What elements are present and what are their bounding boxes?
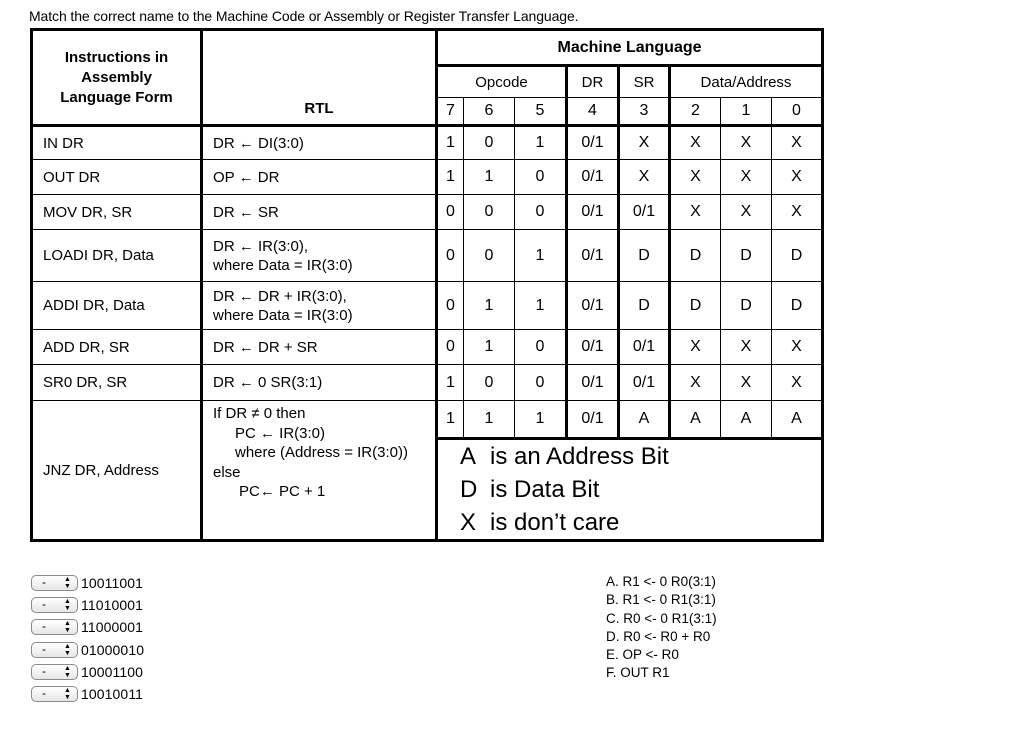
- bit-cell: 1: [464, 330, 515, 365]
- bit-cell: D: [772, 282, 823, 330]
- bit-cell: X: [670, 126, 721, 160]
- bit-number-7: 7: [437, 98, 464, 126]
- bit-cell: X: [619, 126, 670, 160]
- select-arrows-icon: ▲ ▼: [64, 642, 71, 657]
- bit-cell: 0/1: [567, 365, 619, 401]
- bit-cell: 0/1: [567, 330, 619, 365]
- match-list: [31, 572, 144, 705]
- bit-cell: 1: [437, 126, 464, 160]
- bit-cell: D: [619, 230, 670, 282]
- bit-cell: 0/1: [567, 282, 619, 330]
- machine-code: 11010001: [81, 597, 144, 614]
- bit-cell: X: [772, 330, 823, 365]
- bit-cell: 0/1: [567, 126, 619, 160]
- bit-cell: 0/1: [567, 401, 619, 439]
- table-row: [32, 230, 823, 282]
- table-row: [32, 282, 823, 330]
- bit-cell: X: [670, 160, 721, 195]
- answer-option: E. OP <- R0: [606, 647, 679, 663]
- assembly-cell: SR0 DR, SR: [32, 365, 202, 401]
- select-arrows-icon: ▲ ▼: [64, 598, 71, 613]
- match-row: [31, 683, 144, 705]
- answer-select[interactable]: [31, 664, 78, 680]
- rtl-cell: DR ← IR(3:0), where Data = IR(3:0): [202, 230, 437, 282]
- selected-value: -: [42, 663, 46, 678]
- bit-cell: D: [670, 282, 721, 330]
- assembly-cell: LOADI DR, Data: [32, 230, 202, 282]
- match-row: [31, 616, 144, 638]
- bit-cell: 0: [515, 160, 567, 195]
- bit-cell: 0/1: [619, 330, 670, 365]
- bit-cell: X: [772, 160, 823, 195]
- answer-select[interactable]: [31, 642, 78, 658]
- assembly-cell: ADD DR, SR: [32, 330, 202, 365]
- bit-number-0: 0: [772, 98, 823, 126]
- bit-cell: 0/1: [619, 195, 670, 230]
- select-arrows-icon: ▲ ▼: [64, 620, 71, 635]
- bit-cell: 1: [464, 401, 515, 439]
- answer-option: A. R1 <- 0 R0(3:1): [606, 574, 716, 589]
- legend-item: X is don’t care: [460, 509, 620, 536]
- bit-number-1: 1: [721, 98, 772, 126]
- machine-code: 10011001: [81, 575, 144, 592]
- machine-code: 01000010: [81, 641, 145, 658]
- header-sr: SR: [619, 66, 670, 98]
- bit-number-3: 3: [619, 98, 670, 126]
- selected-value: -: [42, 619, 46, 634]
- question-prompt: Match the correct name to the Machine Code or Assembly or Register Transfer Language.: [29, 8, 579, 24]
- bit-cell: 0: [437, 195, 464, 230]
- table-row: [32, 401, 823, 439]
- answer-option: F. OUT R1: [606, 665, 670, 681]
- selected-value: -: [42, 686, 46, 701]
- bit-cell: D: [670, 230, 721, 282]
- bit-cell: X: [772, 195, 823, 230]
- bit-cell: 0: [464, 365, 515, 401]
- bit-cell: 1: [515, 230, 567, 282]
- header-assembly-form: Instructions in Assembly Language Form: [32, 30, 202, 126]
- rtl-cell: OP ← DR: [202, 160, 437, 195]
- bit-cell: D: [721, 282, 772, 330]
- header-data-address: Data/Address: [670, 66, 823, 98]
- bit-cell: 1: [437, 401, 464, 439]
- legend: [437, 439, 823, 541]
- legend-item: D is Data Bit: [460, 476, 600, 503]
- answer-option: D. R0 <- R0 + R0: [606, 628, 711, 644]
- bit-cell: 1: [437, 365, 464, 401]
- bit-number-5: 5: [515, 98, 567, 126]
- bit-cell: X: [721, 160, 772, 195]
- bit-cell: 0: [437, 330, 464, 365]
- match-row: [31, 594, 144, 616]
- assembly-cell: OUT DR: [32, 160, 202, 195]
- machine-code: 10001100: [81, 663, 144, 680]
- bit-number-2: 2: [670, 98, 721, 126]
- bit-cell: 1: [464, 282, 515, 330]
- bit-cell: 0: [515, 195, 567, 230]
- answer-options: [606, 573, 717, 683]
- table-row: [32, 126, 823, 160]
- table-row: [32, 160, 823, 195]
- answer-select[interactable]: [31, 686, 78, 702]
- assembly-cell: ADDI DR, Data: [32, 282, 202, 330]
- selected-value: -: [42, 575, 46, 590]
- bit-cell: X: [619, 160, 670, 195]
- bit-cell: 0: [515, 330, 567, 365]
- bit-cell: 0: [515, 365, 567, 401]
- assembly-cell: MOV DR, SR: [32, 195, 202, 230]
- answer-option: B. R1 <- 0 R1(3:1): [606, 592, 716, 608]
- assembly-cell: IN DR: [32, 126, 202, 160]
- bit-cell: D: [772, 230, 823, 282]
- bit-cell: A: [670, 401, 721, 439]
- bit-cell: 1: [515, 282, 567, 330]
- answer-select[interactable]: [31, 597, 78, 613]
- bit-cell: X: [721, 365, 772, 401]
- bit-cell: 0/1: [567, 230, 619, 282]
- select-arrows-icon: ▲ ▼: [64, 576, 71, 591]
- bit-number-4: 4: [567, 98, 619, 126]
- bit-cell: X: [721, 330, 772, 365]
- bit-cell: 1: [515, 126, 567, 160]
- table-row: [32, 330, 823, 365]
- bit-cell: 0: [464, 230, 515, 282]
- bit-cell: A: [721, 401, 772, 439]
- bit-cell: D: [619, 282, 670, 330]
- rtl-cell: DR ← SR: [202, 195, 437, 230]
- assembly-cell: JNZ DR, Address: [32, 401, 202, 541]
- legend-item: A is an Address Bit: [460, 443, 669, 470]
- rtl-cell: DR ← 0 SR(3:1): [202, 365, 437, 401]
- bit-cell: X: [670, 330, 721, 365]
- bit-number-6: 6: [464, 98, 515, 126]
- table-row: [32, 195, 823, 230]
- bit-cell: 0/1: [567, 195, 619, 230]
- select-arrows-icon: ▲ ▼: [64, 664, 71, 679]
- bit-cell: X: [772, 126, 823, 160]
- match-row: [31, 639, 144, 661]
- bit-cell: X: [772, 365, 823, 401]
- bit-cell: 0/1: [619, 365, 670, 401]
- header-dr: DR: [567, 66, 619, 98]
- table-row: [32, 365, 823, 401]
- bit-cell: 0/1: [567, 160, 619, 195]
- bit-cell: 1: [515, 401, 567, 439]
- select-arrows-icon: ▲ ▼: [64, 687, 71, 702]
- bit-cell: 0: [464, 195, 515, 230]
- header-machine-language: Machine Language: [437, 30, 823, 66]
- answer-select[interactable]: [31, 575, 78, 591]
- bit-cell: X: [721, 195, 772, 230]
- bit-cell: 0: [464, 126, 515, 160]
- selected-value: -: [42, 597, 46, 612]
- bit-cell: 1: [464, 160, 515, 195]
- bit-cell: 1: [437, 160, 464, 195]
- match-row: [31, 572, 144, 594]
- answer-option: C. R0 <- 0 R1(3:1): [606, 610, 717, 626]
- rtl-cell: DR ← DI(3:0): [202, 126, 437, 160]
- selected-value: -: [42, 641, 46, 656]
- bit-cell: X: [721, 126, 772, 160]
- rtl-cell: If DR ≠ 0 then PC ← IR(3:0) where (Address = IR(3:0)) else PC← PC + 1: [202, 401, 437, 541]
- bit-cell: X: [670, 365, 721, 401]
- header-rtl: RTL: [202, 30, 437, 126]
- bit-cell: X: [670, 195, 721, 230]
- bit-cell: 0: [437, 230, 464, 282]
- bit-cell: A: [772, 401, 823, 439]
- header-opcode: Opcode: [437, 66, 567, 98]
- match-row: [31, 661, 144, 683]
- bit-cell: A: [619, 401, 670, 439]
- machine-code: 11000001: [81, 619, 144, 636]
- bit-cell: D: [721, 230, 772, 282]
- bit-cell: 0: [437, 282, 464, 330]
- answer-select[interactable]: [31, 619, 78, 635]
- rtl-cell: DR ← DR + IR(3:0), where Data = IR(3:0): [202, 282, 437, 330]
- machine-code: 10010011: [81, 686, 144, 703]
- instruction-set-table: [30, 28, 824, 542]
- rtl-cell: DR ← DR + SR: [202, 330, 437, 365]
